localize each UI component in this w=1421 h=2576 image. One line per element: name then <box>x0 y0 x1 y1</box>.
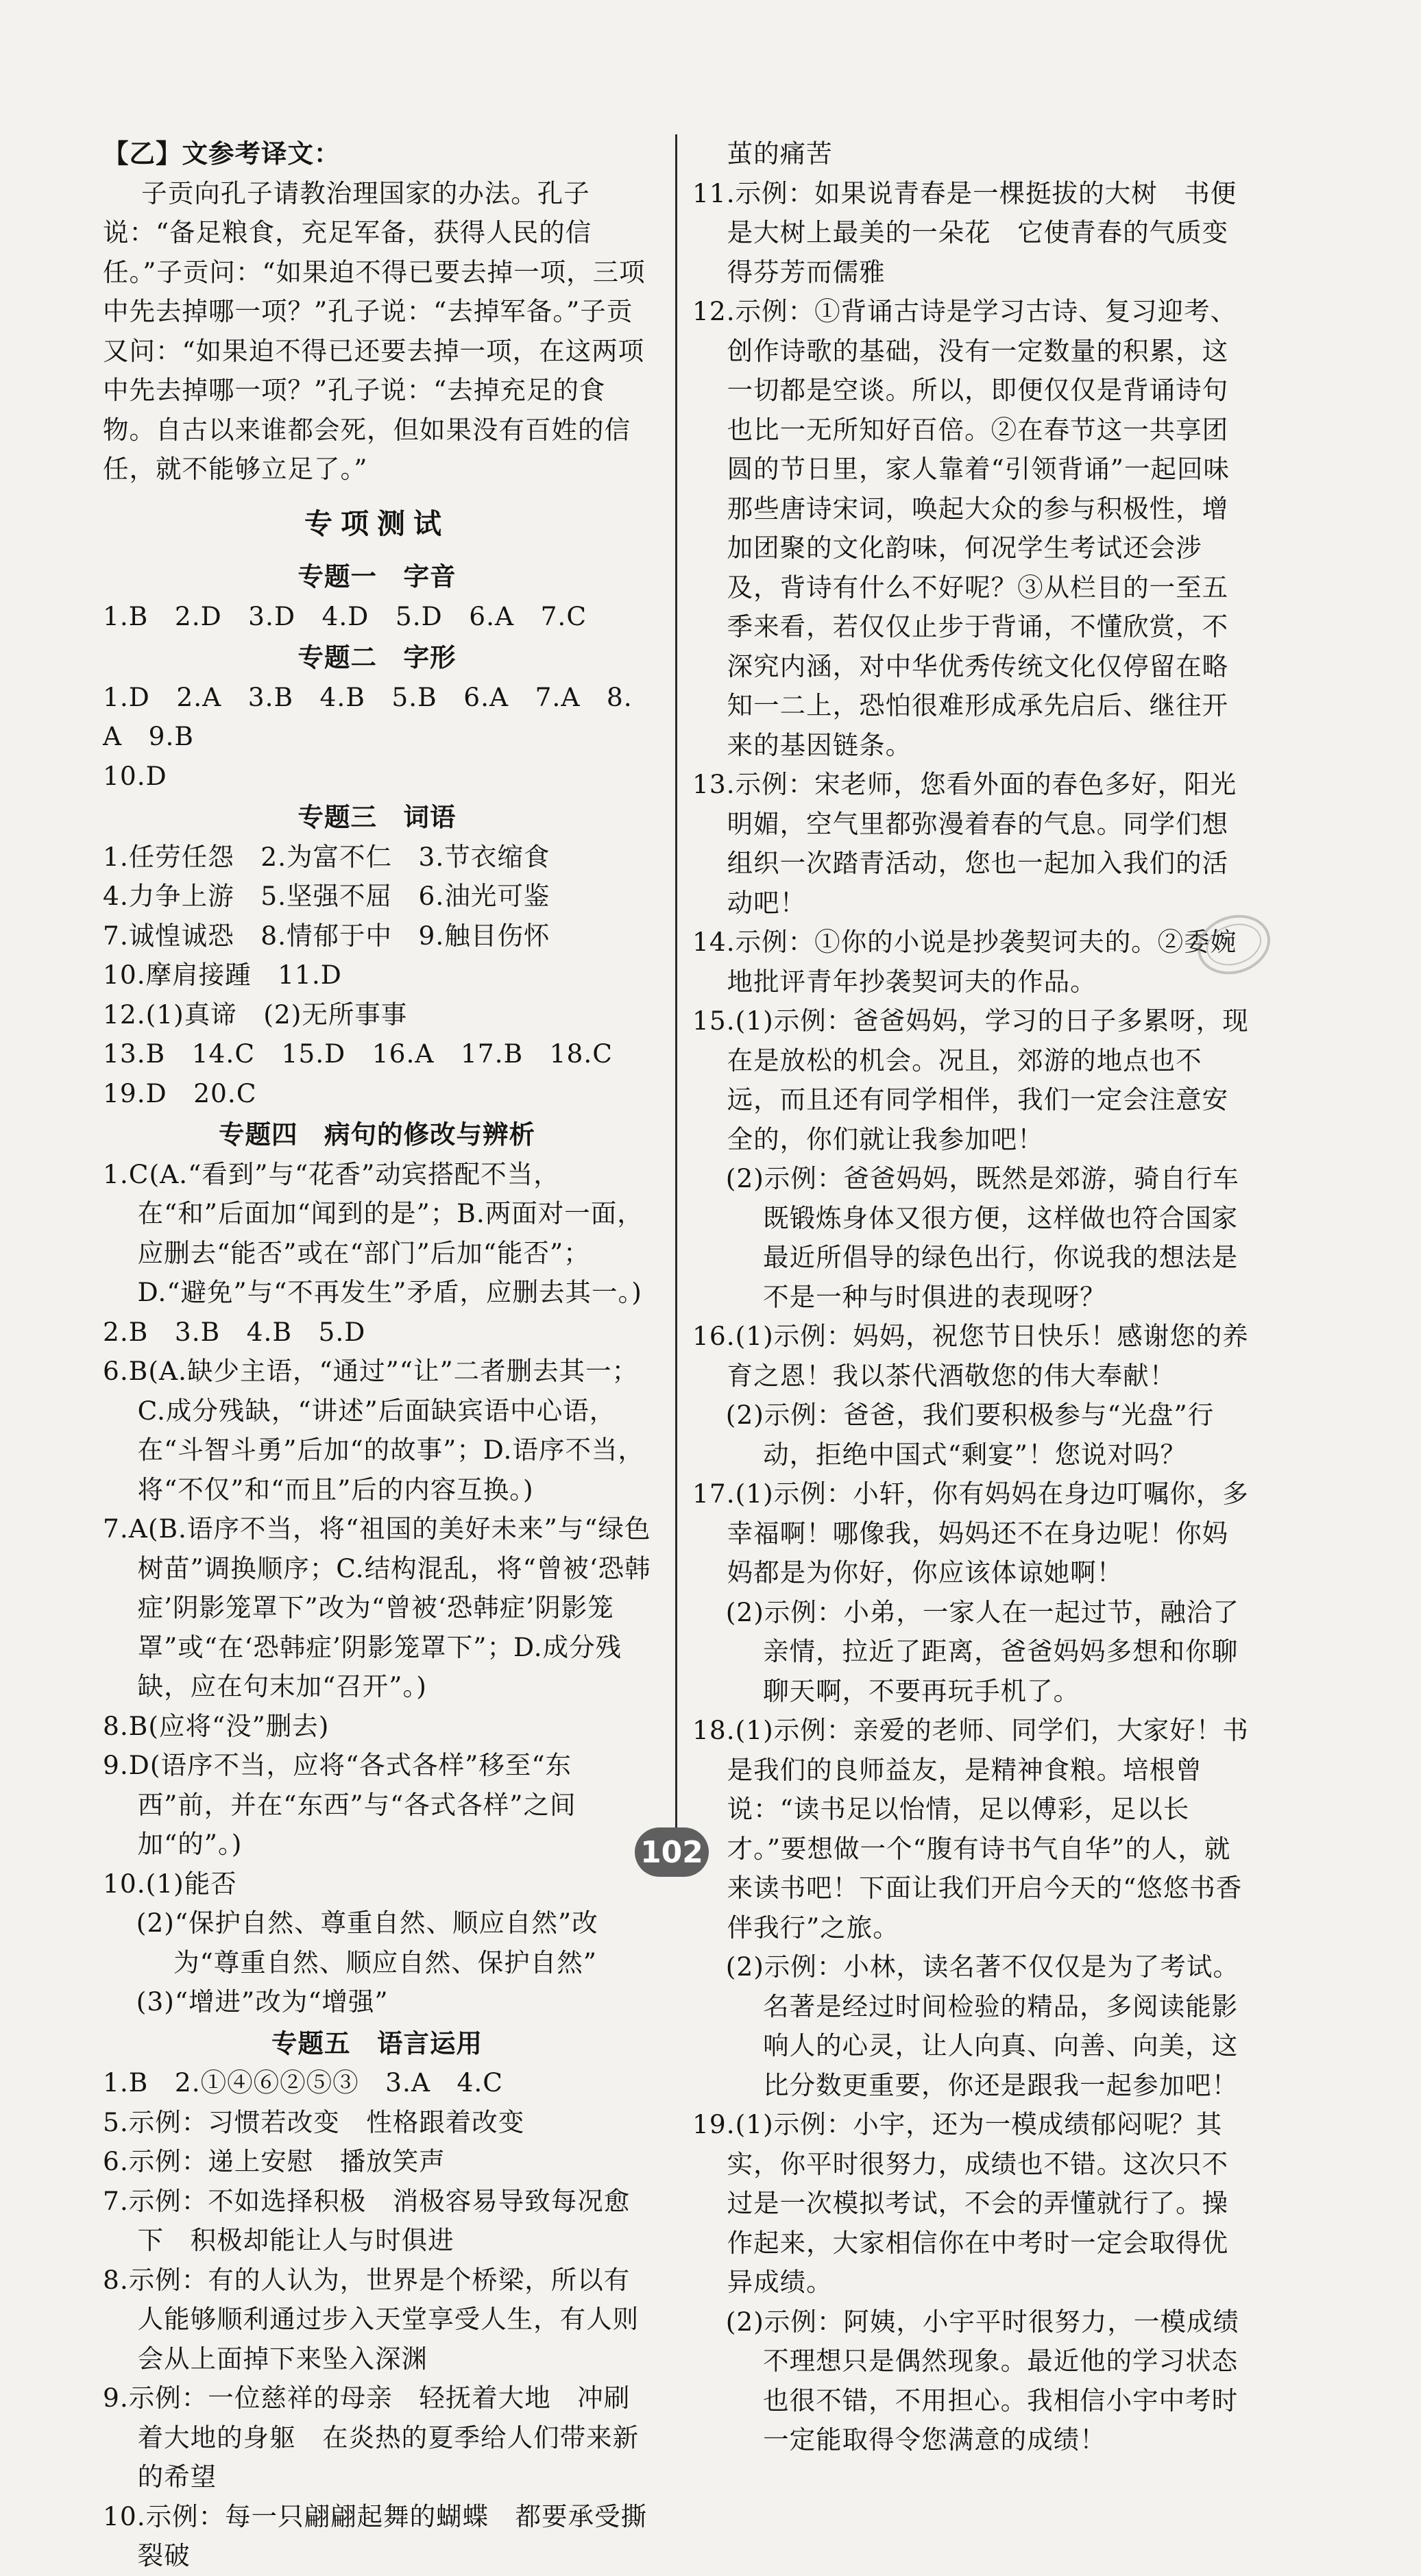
column-divider <box>675 134 677 1834</box>
yi-translation-text: 子贡向孔子请教治理国家的办法。孔子说：“备足粮食，充足军备，获得人民的信任。”子贡问：“如果迫不得已要去掉一项，三项中先去掉哪一项？”孔子说：“去掉军备。”子贡又问：“如果迫不得已还要去掉一项，在这两项中先去掉哪一项？”孔子说：“去掉充足的食物。自古以来谁都会死，但如果没有百姓的信任，就不能够立足了。” <box>103 178 646 484</box>
answer-item: 15.(1)示例：爸爸妈妈，学习的日子多累呀，现在是放松的机会。况且，郊游的地点也不远，而且还有同学相伴，我们一定会注意安全的，你们就让我参加吧！ <box>692 1006 1249 1154</box>
topic-1-title: 专题一 字音 <box>297 561 457 592</box>
answer-subitem: (2)示例：爸爸妈妈，既然是郊游，骑自行车既锻炼身体又很方便，这样做也符合国家最近所倡导的绿色出行，你说我的想法是不是一种与时俱进的表现呀？ <box>725 1163 1239 1312</box>
topic-4-item: 8.B(应将“没”删去) <box>103 1710 330 1741</box>
topic-4-item: 9.D(语序不当，应将“各式各样”移至“东西”前，并在“东西”与“各式各样”之间加“的”。) <box>103 1750 576 1859</box>
topic-1-answers: 1.B 2.D 3.D 4.D 5.D 6.A 7.C <box>103 600 587 631</box>
right-column <box>692 134 1254 2460</box>
topic-5-item: 9.示例：一位慈祥的母亲 轻抚着大地 冲刷着大地的身躯 在炎热的夏季给人们带来新的希望 <box>103 2383 640 2492</box>
answer-item: 14.示例：①你的小说是抄袭契诃夫的。②委婉地批评青年抄袭契诃夫的作品。 <box>692 927 1237 997</box>
topic-3-line: 13.B 14.C 15.D 16.A 17.B 18.C 19.D 20.C <box>103 1038 640 1108</box>
topic-3-line: 10.摩肩接踵 11.D <box>103 960 342 990</box>
answer-item: 16.(1)示例：妈妈，祝您节日快乐！感谢您的养育之恩！我以茶代酒敬您的伟大奉献！ <box>692 1321 1249 1391</box>
topic-2-title: 专题二 字形 <box>297 642 457 672</box>
topic-5-item: 10.示例：每一只翩翩起舞的蝴蝶 都要承受撕裂破 <box>103 2501 648 2571</box>
answer-subitem: (2)示例：小弟，一家人在一起过节，融洽了亲情，拉近了距离，爸爸妈妈多想和你聊聊天啊，不要再玩手机了。 <box>725 1596 1239 1706</box>
answer-item: 19.(1)示例：小宇，还为一模成绩郁闷呢？其实，你平时很努力，成绩也不错。这次只不过是一次模拟考试，不会的弄懂就行了。操作起来，大家相信你在中考时一定会取得优异成绩。 <box>692 2109 1229 2297</box>
topic-5-item: 7.示例：不如选择积极 消极容易导致每况愈下 积极却能让人与时俱进 <box>103 2185 631 2255</box>
page-number: 102 <box>640 1834 703 1870</box>
answer-item: 12.示例：①背诵古诗是学习古诗、复习迎考、创作诗歌的基础，没有一定数量的积累，这一切都是空谈。所以，即便仅仅是背诵诗句也比一无所知好百倍。②在春节这一共享团圆的节日里，家人靠着“引领背诵”一起回味那些唐诗宋词，唤起大众的参与积极性，增加团聚的文化韵味，何况学生考试还会涉及，背诗有什么不好呢？③从栏目的一至五季来看，若仅仅止步于背诵，不懂欣赏，不深究内涵，对中华优秀传统文化仅停留在略知一二上，恐怕很难形成承先启后、继往开来的基因链条。 <box>692 296 1237 760</box>
topic-5-item: 6.示例：递上安慰 播放笑声 <box>103 2146 446 2176</box>
topic-4-item: 1.C(A.“看到”与“花香”动宾搭配不当，在“和”后面加“闻到的是”；B.两面对一面，应删去“能否”或在“部门”后加“能否”；D.“避免”与“不再发生”矛盾，应删去其一。) <box>103 1158 644 1307</box>
topic-4-subitem: (3)“增进”改为“增强” <box>136 1986 389 2017</box>
topic-3-line: 7.诚惶诚恐 8.情郁于中 9.触目伤怀 <box>103 920 550 951</box>
topic-4-title: 专题四 病句的修改与辨析 <box>219 1119 535 1150</box>
answer-subitem: (2)示例：阿姨，小宇平时很努力，一模成绩不理想只是偶然现象。最近他的学习状态也很不错，不用担心。我相信小宇中考时一定能取得令您满意的成绩！ <box>725 2306 1239 2455</box>
topic-4-item: 10.(1)能否 <box>103 1868 237 1899</box>
topic-3-line: 12.(1)真谛 (2)无所事事 <box>103 999 408 1030</box>
answer-item: 18.(1)示例：亲爱的老师、同学们，大家好！书是我们的良师益友，是精神食粮。培根曾说：“读书足以怡情，足以傅彩，足以长才。”要想做一个“腹有诗书气自华”的人，就来读书吧！下面让我们开启今天的“悠悠书香伴我行”之旅。 <box>692 1715 1249 1943</box>
topic-5-item: 5.示例：习惯若改变 性格跟着改变 <box>103 2106 525 2137</box>
yi-title: 【乙】文参考译文： <box>103 138 341 169</box>
topic-4-item: 7.A(B.语序不当，将“祖国的美好未来”与“绿色树苗”调换顺序；C.结构混乱，将“曾被‘恐韩症’阴影笼罩下”改为“曾被‘恐韩症’阴影笼罩”或“在‘恐韩症’阴影笼罩下”；D.成分残缺，应在句末加“召开”。) <box>103 1514 651 1701</box>
topic-4-subitem: (2)“保护自然、尊重自然、顺应自然”改为“尊重自然、顺应自然、保护自然” <box>136 1908 598 1978</box>
topic-3-line: 4.力争上游 5.坚强不屈 6.油光可鉴 <box>103 881 550 911</box>
continuation-text: 茧的痛苦 <box>727 138 833 169</box>
section-title: 专项测试 <box>304 507 450 540</box>
topic-5-title: 专题五 语言运用 <box>271 2028 483 2058</box>
topic-5-item: 8.示例：有的人认为，世界是个桥梁，所以有人能够顺利通过步入天堂享受人生，有人则会从上面掉下来坠入深渊 <box>103 2264 640 2374</box>
topic-4-item: 2.B 3.B 4.B 5.D <box>103 1316 366 1347</box>
topic-2-answers: 1.D 2.A 3.B 4.B 5.B 6.A 7.A 8.A 9.B 10.D <box>103 681 633 791</box>
answer-subitem: (2)示例：小林，读名著不仅仅是为了考试。名著是经过时间检验的精品，多阅读能影响人的心灵，让人向真、向善、向美，这比分数更重要，你还是跟我一起参加吧！ <box>725 1952 1239 2100</box>
topic-4-item: 6.B(A.缺少主语，“通过”“让”二者删去其一；C.成分残缺，“讲述”后面缺宾语中心语，在“斗智斗勇”后加“的故事”；D.语序不当，将“不仅”和“而且”后的内容互换。) <box>103 1356 644 1505</box>
left-column <box>103 134 651 2576</box>
yi-translation-title <box>103 134 651 174</box>
answer-item: 17.(1)示例：小轩，你有妈妈在身边叮嘱你，多幸福啊！哪像我，妈妈还不在身边呢！你妈妈都是为你好，你应该体谅她啊！ <box>692 1479 1249 1588</box>
page-number-badge <box>635 1827 709 1877</box>
topic-3-line: 1.任劳任怨 2.为富不仁 3.节衣缩食 <box>103 841 550 872</box>
answer-item: 13.示例：宋老师，您看外面的春色多好，阳光明媚，空气里都弥漫着春的气息。同学们想组织一次踏青活动，您也一起加入我们的活动吧！ <box>692 769 1237 918</box>
answer-subitem: (2)示例：爸爸，我们要积极参与“光盘”行动，拒绝中国式“剩宴”！您说对吗？ <box>725 1400 1215 1470</box>
answer-item: 11.示例：如果说青春是一棵挺拔的大树 书便是大树上最美的一朵花 它使青春的气质变得芬芳而儒雅 <box>692 178 1237 287</box>
topic-5-item: 1.B 2.①④⑥②⑤③ 3.A 4.C <box>103 2067 503 2098</box>
topic-3-title: 专题三 词语 <box>297 802 457 832</box>
